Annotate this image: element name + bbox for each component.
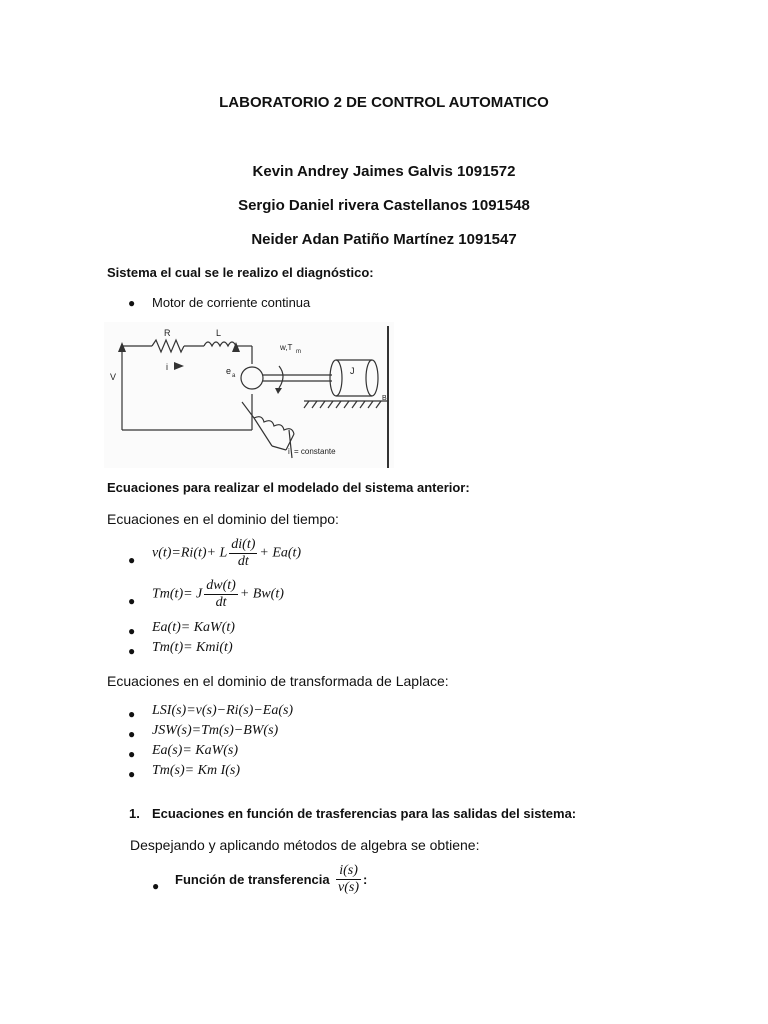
section-number: 1. [129,806,140,821]
label-L: L [216,328,222,338]
bullet-icon: ● [128,707,136,721]
label-B: B [382,395,387,402]
bullet-icon: ● [128,727,136,741]
equation-motor-torque: Tm(t)= Kmi(t) [152,640,233,655]
label-iconst: i [288,447,290,456]
laplace-eq-1: LSI(s)=v(s)−Ri(s)−Ea(s) [152,703,294,718]
laplace-eq-4: Tm(s)= Km I(s) [152,763,240,778]
transfer-function-label: Función de transferencia [175,872,330,887]
bullet-icon: ● [128,747,136,761]
label-ea-sub: a [232,373,236,379]
bullet-icon: ● [128,594,136,608]
section-heading: Ecuaciones en función de trasferencias para las salidas del sistema: [152,806,577,821]
label-iconst-rest: = constante [294,447,336,456]
bullet-icon: ● [128,553,136,567]
laplace-eq-2: JSW(s)=Tm(s)−BW(s) [152,723,279,738]
despejando-text: Despejando y aplicando métodos de algebra se obtiene: [130,837,480,853]
bullet-icon: ● [152,879,160,893]
dc-motor-diagram [104,322,394,468]
label-J: J [350,366,355,376]
system-item: Motor de corriente continua [152,295,311,310]
equation-voltage: v(t)=Ri(t)+ L $\frac{di(t)}{dt}$ + Ea(t) [152,537,302,569]
author-1: Kevin Andrey Jaimes Galvis 1091572 [252,163,516,180]
transfer-function-item: Función de transferencia $\frac{i(s)}{v(s)}$ : [175,863,368,895]
equation-torque: Tm(t)= J $\frac{dw(t)}{dt}$ + Bw(t) [152,578,284,610]
laplace-heading: Ecuaciones en el dominio de transformada de Laplace: [107,673,449,689]
bullet-icon: ● [128,767,136,781]
author-3: Neider Adan Patiño Martínez 1091547 [251,231,517,248]
bullet-icon: ● [128,296,136,310]
label-i: i [166,362,168,372]
transfer-function-fraction: $\frac{i(s)}{v(s)}$ [338,863,360,895]
label-w-sub: m [296,349,301,355]
bullet-icon: ● [128,644,136,658]
label-w: w,T [280,343,293,352]
label-v: V [110,372,117,382]
time-domain-heading: Ecuaciones en el dominio del tiempo: [107,511,339,527]
label-ea: e [226,366,232,376]
equation-back-emf: Ea(t)= KaW(t) [152,620,235,635]
page-title: LABORATORIO 2 DE CONTROL AUTOMATICO [219,94,549,111]
label-R: R [164,328,171,338]
author-2: Sergio Daniel rivera Castellanos 1091548 [238,197,530,214]
laplace-eq-3: Ea(s)= KaW(s) [152,743,239,758]
system-heading: Sistema el cual se le realizo el diagnóstico: [107,265,374,280]
bullet-icon: ● [128,624,136,638]
model-heading: Ecuaciones para realizar el modelado del sistema anterior: [107,480,470,495]
